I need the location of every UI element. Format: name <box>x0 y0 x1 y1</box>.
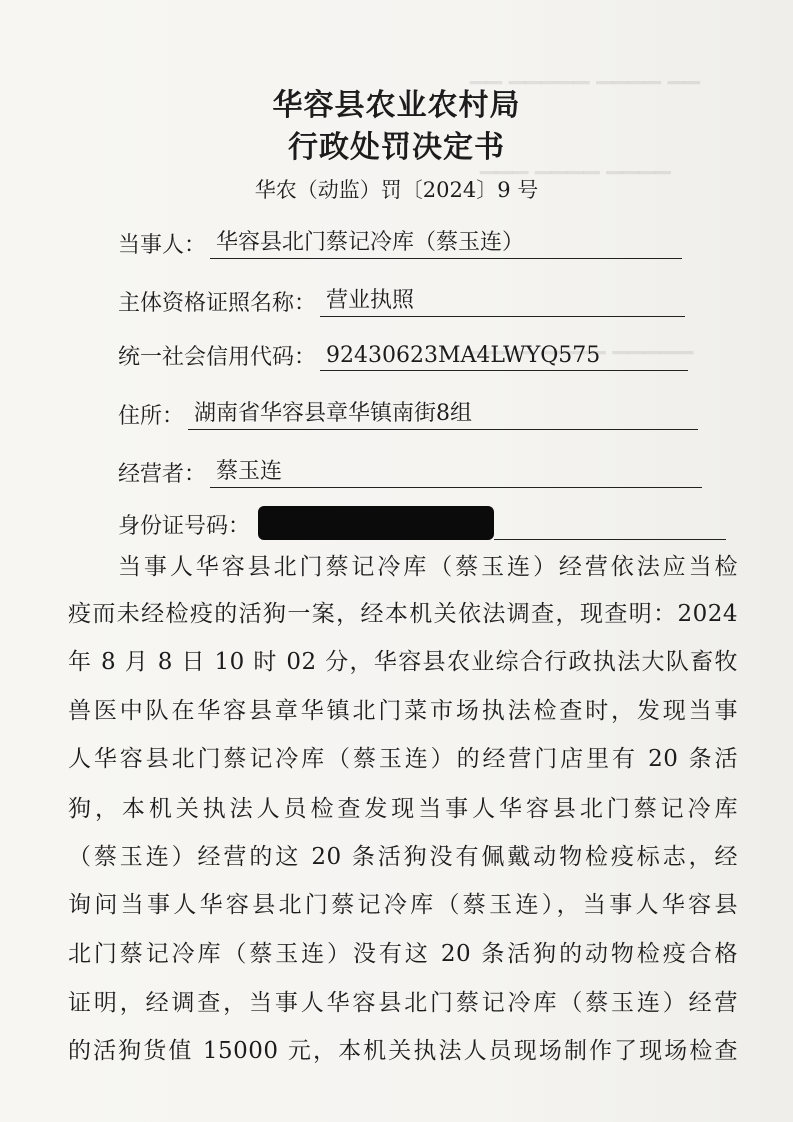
redaction-block <box>258 506 494 540</box>
body-line: 当事人华容县北门蔡记冷库（蔡玉连）经营依法应当检 <box>118 554 738 580</box>
body-line: 询问当事人华容县北门蔡记冷库（蔡玉连），当事人华容县 <box>68 892 738 918</box>
body-line: 疫而未经检疫的活狗一案，经本机关依法调查，现查明：2024 <box>68 601 738 627</box>
field-value <box>494 537 726 540</box>
bleed-through-mark: ▁▁▁▁▁ ▁▁▁▁ ▁▁▁▁ <box>470 330 694 354</box>
field-license-name <box>118 283 685 317</box>
field-party <box>118 225 682 259</box>
field-address <box>118 396 698 430</box>
field-value: 湖南省华容县章华镇南街8组 <box>188 396 698 430</box>
body-line: 证明，经调查，当事人华容县北门蔡记冷库（蔡玉连）经营 <box>68 990 738 1016</box>
field-label: 经营者： <box>118 462 207 487</box>
field-label: 当事人： <box>118 233 207 258</box>
field-value: 92430623MA4LWYQ575 <box>320 343 688 371</box>
field-label: 主体资格证照名称： <box>118 291 317 316</box>
body-line: （蔡玉连）经营的这 20 条活狗没有佩戴动物检疫标志，经 <box>68 844 738 870</box>
bleed-through-mark: ▁▁▁▁ ▁▁▁▁ ▁▁▁ <box>480 150 671 174</box>
field-value: 蔡玉连 <box>210 454 702 488</box>
body-line: 年 8 月 8 日 10 时 02 分，华容县农业综合行政执法大队畜牧 <box>68 649 738 675</box>
field-label: 住所： <box>118 404 185 429</box>
field-value: 营业执照 <box>320 283 685 317</box>
body-line: 兽医中队在华容县章华镇北门菜市场执法检查时，发现当事 <box>68 698 738 724</box>
doc-number: 华农（动监）罚〔2024〕9 号 <box>254 178 539 202</box>
field-label: 统一社会信用代码： <box>118 345 317 370</box>
body-line: 狗，本机关执法人员检查发现当事人华容县北门蔡记冷库 <box>68 796 738 822</box>
field-credit-code <box>118 340 688 371</box>
field-label: 身份证号码： <box>118 514 251 539</box>
field-value: 华容县北门蔡记冷库（蔡玉连） <box>210 225 682 259</box>
doc-type-title: 行政处罚决定书 <box>288 130 505 165</box>
field-id-number <box>118 506 726 540</box>
body-line: 人华容县北门蔡记冷库（蔡玉连）的经营门店里有 20 条活 <box>68 746 738 772</box>
org-title: 华容县农业农村局 <box>272 88 521 123</box>
body-line: 北门蔡记冷库（蔡玉连）没有这 20 条活狗的动物检疫合格 <box>68 941 738 967</box>
bleed-through-mark: ▁▁ ▁▁▁▁ ▁▁▁▁▁ ▁▁ <box>470 60 700 84</box>
body-line: 的活狗货值 15000 元，本机关执法人员现场制作了现场检查 <box>68 1038 738 1064</box>
field-operator <box>118 454 702 488</box>
